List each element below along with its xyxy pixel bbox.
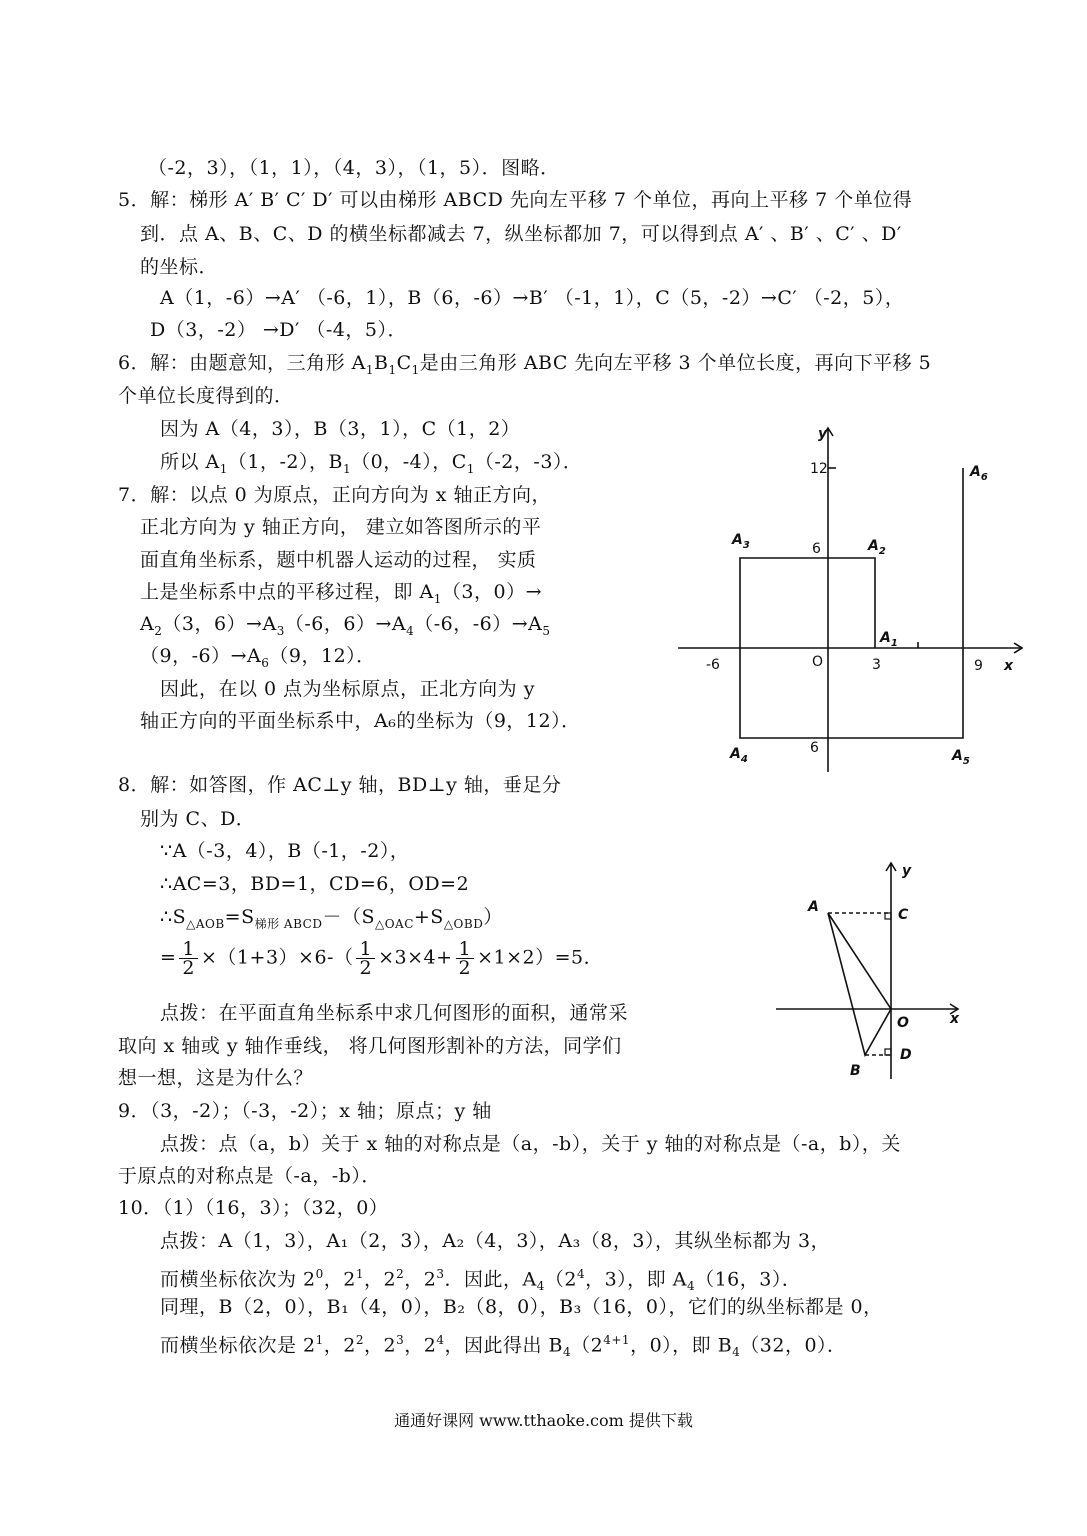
line-q7-2: 正北方向为 y 轴正方向， 建立如答图所示的平 [140, 516, 542, 538]
line-q8-5: $\therefore S_{\triangle AOB}=S_{梯形 ABCD}-(S_{\triangle OAC}+S_{\triangle OBD})$ [160, 906, 503, 931]
line-q5-1: 5．解：梯形 A′ B′ C′ D′ 可以由梯形 ABCD 先向左平移 7 个单位，再向上平移 7 个单位得 [118, 189, 913, 211]
triangle-aob [828, 913, 891, 1055]
tick-label-9: 9 [974, 658, 983, 674]
line-q7-5: $A_2(3$，$6)\to A_3(-6$，$6)\to A_4(-6$，$-6)\to A_5$ [140, 613, 551, 638]
tick-label-12: 12 [810, 461, 828, 477]
point-a2-label: $A_2$ [868, 538, 886, 557]
line-q7-4: 上是坐标系中点的平移过程，即 $A_1(3$，0）→ [140, 581, 543, 606]
point-a1-label: $A_1$ [880, 630, 898, 649]
point-a6-label: $A_6$ [970, 464, 988, 483]
point-a5-label: $A_5$ [952, 748, 970, 767]
point-a-label: A [808, 899, 819, 915]
line-q7-1: 7．解：以点 0 为原点，正向方向为 x 轴正方向， [118, 484, 552, 506]
line-q9-3: 于原点的对称点是（-a，-b）． [118, 1165, 381, 1187]
line-q9-1: 9．（3，-2）；（-3，-2）；x 轴；原点；y 轴 [118, 1100, 492, 1122]
line-q5-3: 的坐标． [140, 256, 219, 278]
right-angle-c [885, 913, 891, 919]
line-q6-3: 因为 A（4，3），B（3，1），C（1，2） [160, 418, 521, 440]
line-q8-6: = $\frac{1}{2}$ ×（1+3）×6-（ $\frac{1}{2}$ ×3×4+ $\frac{1}{2}$ ×1×2）=5． [160, 938, 604, 979]
tick-label-neg6-x: -6 [706, 657, 720, 673]
line-q6-1: 6．解：由题意知，三角形 $A_1B_1C_1$是由三角形 ABC 先向左平移 3 个单位长度，再向下平移 5 [118, 352, 932, 377]
tick-label-6: 6 [812, 541, 821, 557]
line-q8-note-1: 点拨：在平面直角坐标系中求几何图形的面积，通常采 [160, 1002, 629, 1024]
page-footer: 通通好课网 www.tthaoke.com 提供下载 [394, 1411, 693, 1430]
origin-label: O [897, 1015, 909, 1031]
line-q7-3: 面直角坐标系，题中机器人运动的过程， 实质 [140, 549, 537, 571]
point-a4-label: $A_4$ [730, 746, 748, 765]
line-q7-8: 轴正方向的平面坐标系中，A₆的坐标为（9，12）． [140, 710, 581, 732]
line-q9-2: 点拨：点（a，b）关于 x 轴的对称点是（a，-b），关于 y 轴的对称点是（-a，b），关 [160, 1133, 901, 1155]
right-angle-d [885, 1049, 891, 1055]
line-q8-4: ∴AC=3，BD=1，CD=6，OD=2 [160, 873, 470, 895]
x-axis-label: x [1004, 658, 1014, 674]
line-q5-2: 到．点 A、B、C、D 的横坐标都减去 7，纵坐标都加 7，可以得到点 A′ 、B′ 、C′ 、D′ [140, 223, 902, 245]
x-axis-label: x [950, 1011, 960, 1027]
line-answer-4: （-2，3），（1，1），（4，3），（1，5）．图略． [148, 157, 560, 179]
point-b-label: B [850, 1063, 861, 1079]
tick-label-neg6-y: 6 [810, 740, 819, 756]
point-c-label: C [898, 907, 909, 923]
line-q6-4: 所以 $A_1(1$，-2），$B_1(0$，-4），$C_1(-2$，-3）． [160, 451, 583, 476]
line-q5-4: A（1，-6）→A′ （-6，1），B（6，-6）→B′ （-1，1），C（5，-2）→C′ （-2，5）， [160, 287, 905, 309]
point-d-label: D [900, 1047, 912, 1063]
line-q7-6: （9，$-6)\to A_6(9$，12）． [140, 645, 376, 670]
triangle-aob-figure [770, 855, 970, 1085]
line-q8-2: 别为 C、D． [140, 808, 256, 830]
point-a3-label: $A_3$ [732, 532, 750, 551]
robot-path-figure [660, 420, 1040, 790]
line-q10-3: 而横坐标依次为 $2^0$，$2^1$，$2^2$，$2^3$．因此，$A_4(2^4$，3），即 $A_4(16$，3）． [160, 1267, 802, 1294]
line-q10-4: 同理，B（2，0），B₁（4，0），B₂（8，0），B₃（16，0），它们的纵坐标都是 0， [160, 1296, 883, 1318]
y-axis-label: y [818, 426, 828, 442]
line-q8-note-2: 取向 x 轴或 y 轴作垂线， 将几何图形割补的方法，同学们 [118, 1035, 622, 1057]
robot-path [740, 468, 963, 738]
tick-label-3: 3 [872, 657, 881, 673]
line-q8-3: ∵A（-3，4），B（-1，-2）， [160, 840, 410, 862]
line-q10-5: 而横坐标依次是 $2^1$，$2^2$，$2^3$，$2^4$，因此得出 $B_4(2^{4+1}$，0），即 $B_4(32$，0）． [160, 1333, 847, 1360]
line-q7-7: 因此，在以 0 点为坐标原点，正北方向为 y [160, 678, 535, 700]
line-q5-5: D（3，-2） →D′ （-4，5）． [150, 319, 407, 341]
line-q8-note-3: 想一想，这是为什么？ [118, 1067, 314, 1089]
line-q6-2: 个单位长度得到的． [118, 385, 294, 407]
line-q10-1: 10．（1）（16，3）；（32，0） [118, 1197, 389, 1219]
origin-label: O [812, 654, 824, 670]
line-q8-1: 8．解：如答图，作 AC⊥y 轴，BD⊥y 轴，垂足分 [118, 774, 562, 796]
line-q10-2: 点拨：A（1，3），A₁（2，3），A₂（4，3），A₃（8，3），其纵坐标都为 3， [160, 1230, 831, 1252]
y-axis-label: y [902, 863, 912, 879]
